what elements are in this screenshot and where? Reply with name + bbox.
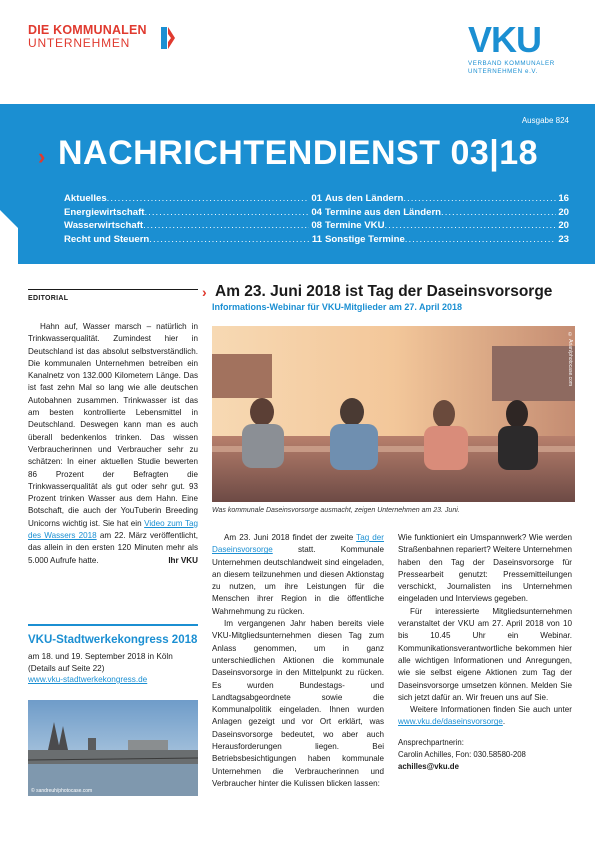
editorial-signature: Ihr VKU xyxy=(168,555,198,565)
photo-credit: © Arian/photocase.com xyxy=(567,332,573,387)
article-column-1: Am 23. Juni 2018 findet der zweite Tag der Daseinsvorsorge statt. Kommunale Unternehmen deutschlandweit sind eingeladen, an diesem teilzunehmen und diesen Aktionstag zu nutzen, um ihre Leistungen für die Menschen ihrer Region in die öffentliche Wahrnehmung zu rücken. Im vergangenen Jahr haben bereits viele VKU-Mitgliedsunternehmen diesen Tag zum Anlass genommen, um in ganz unterschiedlichen Aktionen die kommunale Daseinsvorsorge in den Mittelpunkt zu rücken. Es wurden Bundestags- und Landtagsabgeordnete sowie die Kommunalpolitik eingeladen. Ihnen wurden Anlagen gezeigt und vor Ort erklärt, was Daseinsvorsorge bedeutet, wo aber auch Herausforderungen liegen. Bei Betriebsbesichtigungen haben kommunale Unternehmen die Verbraucherinnen und Verbraucher hinter die Kulissen blicken lassen: xyxy=(212,533,385,788)
photo-credit: © sandreuh/photocase.com xyxy=(31,788,93,794)
editorial-rule xyxy=(28,289,198,290)
logo-line2: UNTERNEHMEN xyxy=(28,36,131,50)
editorial-label: EDITORIAL xyxy=(28,295,69,302)
photo-caption: Was kommunale Daseinsvorsorge ausmacht, zeigen Unternehmen am 23. Juni. xyxy=(212,507,460,514)
toc-item[interactable]: Aus den Ländern ..... 16 xyxy=(325,192,569,206)
video-link[interactable]: Video zum Tag des Wassers 2018 xyxy=(28,518,198,541)
people-on-bridge-photo xyxy=(212,326,575,502)
logo-line1: DIE KOMMUNALEN xyxy=(28,23,147,37)
toc-item[interactable]: Termine aus den Ländern ..... 20 xyxy=(325,206,569,220)
toc-right xyxy=(325,192,569,246)
toc-item[interactable]: Energiewirtschaft ..... 04 xyxy=(64,206,322,220)
contact-block xyxy=(398,737,572,773)
issue-number: Ausgabe 824 xyxy=(521,116,569,125)
swk-link[interactable]: www.vku-stadtwerkekongress.de xyxy=(28,675,148,684)
vku-logo xyxy=(468,19,578,76)
swk-rule xyxy=(28,624,198,626)
headline-chevron-icon: › xyxy=(202,284,207,300)
vku-logo-sub1: VERBAND KOMMUNALER xyxy=(468,60,555,67)
toc-item[interactable]: Termine VKU ..... 20 xyxy=(325,219,569,233)
toc-item[interactable]: Wasserwirtschaft ..... 08 xyxy=(64,219,322,233)
newsletter-title: NACHRICHTENDIENST 03|18 xyxy=(58,134,539,172)
article-headline: Am 23. Juni 2018 ist Tag der Daseinsvorsorge xyxy=(215,283,553,300)
article-column-2: Wie funktioniert ein Umspannwerk? Wie werden Straßenbahnen repariert? Weitere Unternehmen haben den Tag der Daseinsvorsorge für Pressearbeit genutzt: Pressemitteilungen verschickt, Journalisten ins Unternehmen eingeladen und Interviews gegeben. Für interessierte Mitgliedsunternehmen veranstaltet der VKU am 27. April 2018 von 10 bis 10.45 Uhr ein Webinar. Kommunikationsverantwortliche bekommen hier alle wichtigen Informationen und Anregungen, wie sie selbst eigene Aktionen zum Tag der Daseinsvorsorge umsetzen können. Melden Sie sich jetzt dafür an. Wir freuen uns auf Sie. Weitere Informationen finden Sie auch unter www.vku.de/daseinsvorsorge. Ansprechpartnerin: Carolin Achilles, Fon: 030.58580-208 achilles@vku.de xyxy=(398,533,572,771)
tag-der-daseinsvorsorge-link[interactable]: Tag der Daseinsvorsorge xyxy=(212,533,385,555)
toc-item[interactable]: Aktuelles ..... 01 xyxy=(64,192,322,206)
contact-label: Ansprechpartnerin: xyxy=(398,737,464,747)
article-subhead: Informations-Webinar für VKU-Mitglieder am 27. April 2018 xyxy=(212,302,463,312)
vku-logo-text: VKU xyxy=(468,19,542,60)
toc-left xyxy=(64,192,322,246)
cologne-photo xyxy=(28,700,198,796)
editorial-text: Hahn auf, Wasser marsch – natürlich in Trinkwasserqualität. Zumindest hier in Deutschland ist das absolut selbstverständlich. Die kommunalen Unternehmen betreiben ein Kanalnetz von 132.000 Kilometern Länge. Das ist fast zehn Mal so lang wie alle deutschen Autobahnen zusammen. Trinkwasser ist das am besten kontrollierte Lebensmittel in Deutschland. Deswegen kann man es auch überall bedenkenlos trinken. Das wissen Verbraucherinnen und Verbraucher sehr zu schätzen: In einer aktuellen Studie bewerten 86 Prozent der Befragten die Trinkwasserqualität als gut oder sehr gut. 93 Prozent trinken Wasser aus dem Hahn. Eine Botschaft, die auch der YouTuberin Breeding Unicorns wichtig ist. Sie hat ein Video zum Tag des Wassers 2018 am 22. März veröffentlicht, das allein in den ersten 120 Minuten mehr als 5.000 Aufrufe hatte. Ihr VKU xyxy=(28,321,198,567)
daseinsvorsorge-link[interactable]: www.vku.de/daseinsvorsorge xyxy=(398,717,503,727)
die-kommunalen-unternehmen-logo xyxy=(28,24,158,50)
contact-name: Carolin Achilles, Fon: 030.58580-208 xyxy=(398,749,526,759)
toc-item[interactable]: Recht und Steuern ..... 11 xyxy=(64,233,322,247)
swk-details: am 18. und 19. September 2018 in Köln (Details auf Seite 22) www.vku-stadtwerkekongress.de xyxy=(28,651,198,686)
title-chevron-icon: › xyxy=(38,144,46,169)
vku-logo-sub2: UNTERNEHMEN e.V. xyxy=(468,68,538,75)
swk-title: VKU-Stadtwerkekongress 2018 xyxy=(28,634,198,646)
contact-email[interactable]: achilles@vku.de xyxy=(398,761,459,771)
logo-mark-icon xyxy=(161,27,175,49)
toc-item[interactable]: Sonstige Termine ..... 23 xyxy=(325,233,569,247)
